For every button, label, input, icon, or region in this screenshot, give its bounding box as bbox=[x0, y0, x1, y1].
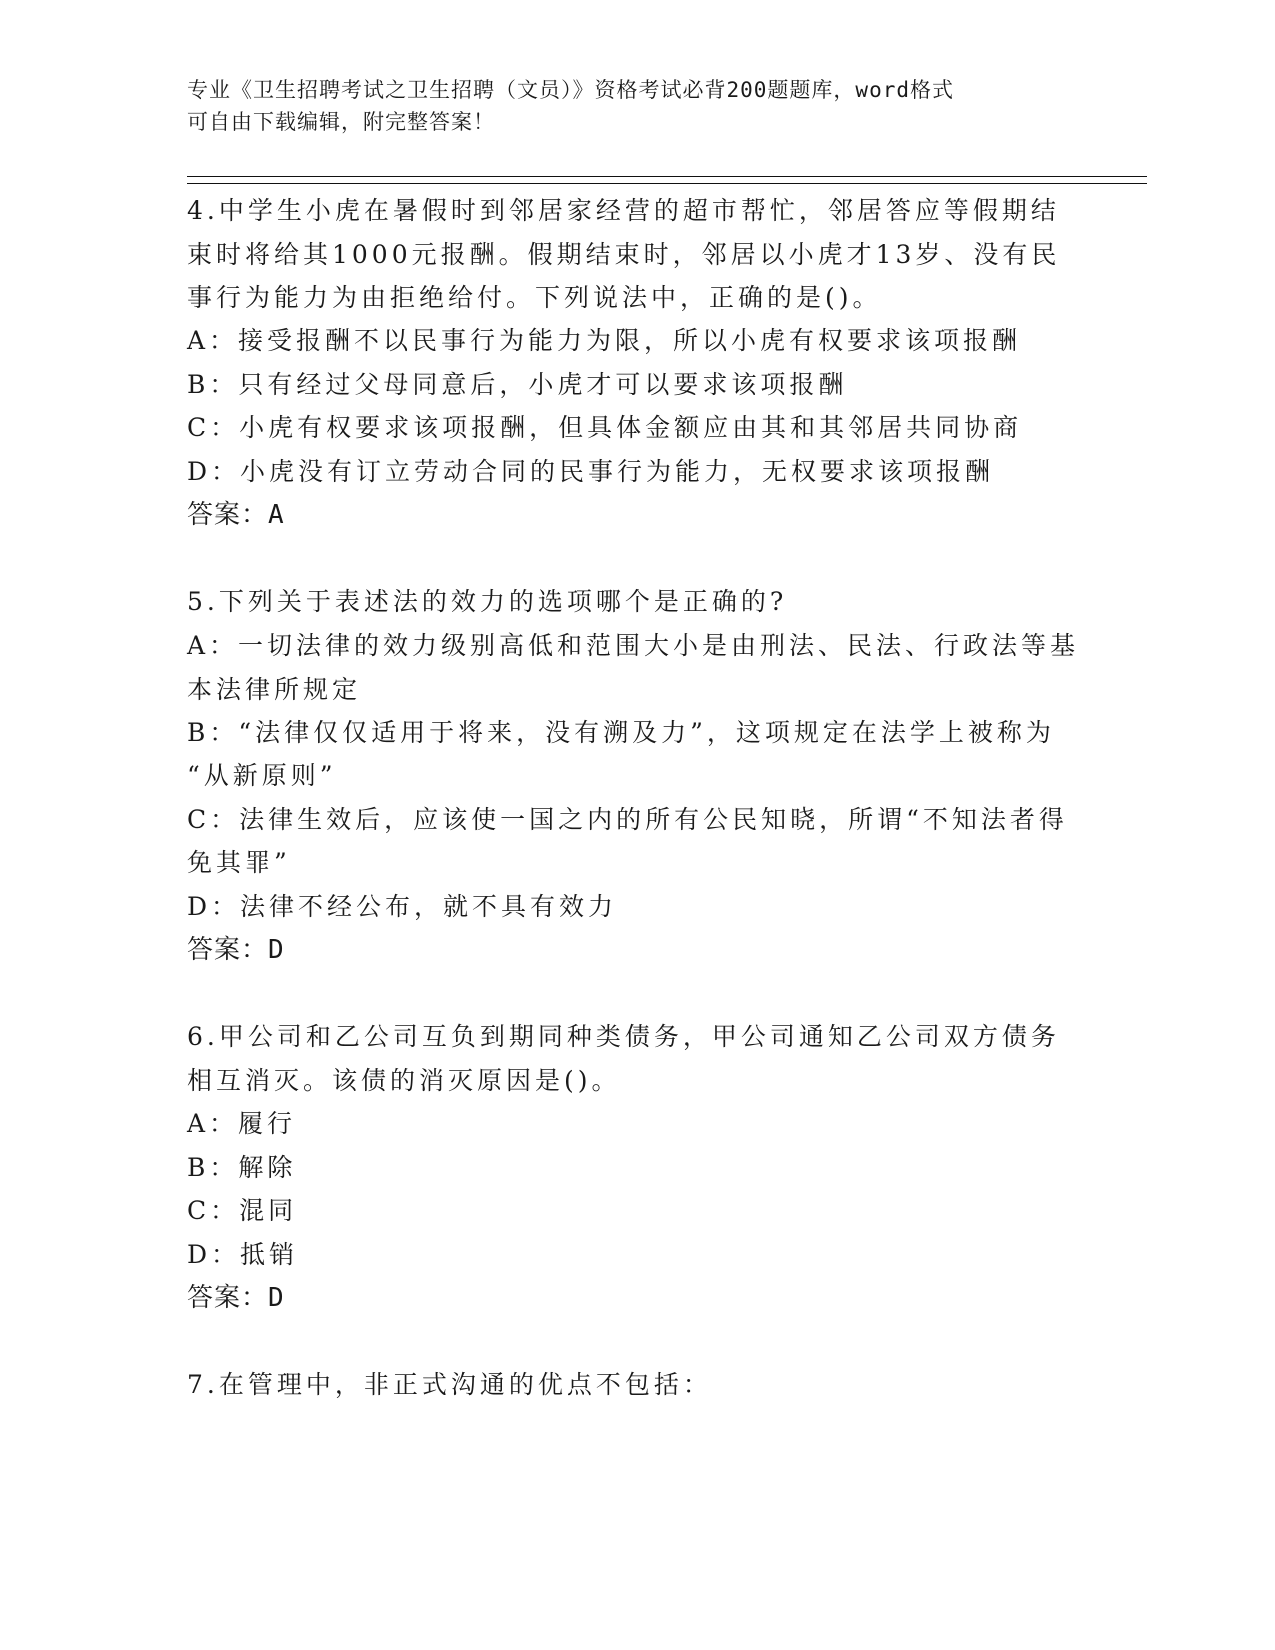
question-4-stem-line-2: 束时将给其1000元报酬。假期结束时，邻居以小虎才13岁、没有民 bbox=[187, 240, 1061, 269]
header-line-2: 可自由下载编辑，附完整答案！ bbox=[187, 110, 495, 134]
question-4-option-b: B：只有经过父母同意后，小虎才可以要求该项报酬 bbox=[187, 370, 848, 399]
question-6-stem-line-1: 6.甲公司和乙公司互负到期同种类债务，甲公司通知乙公司双方债务 bbox=[187, 1022, 1060, 1051]
question-5-option-a-line-1: A：一切法律的效力级别高低和范围大小是由刑法、民法、行政法等基 bbox=[187, 631, 1080, 660]
question-5-option-c-line-2: 免其罪” bbox=[187, 848, 291, 877]
question-4-stem-line-3: 事行为能力为由拒绝给付。下列说法中，正确的是()。 bbox=[187, 283, 882, 312]
question-6-answer: 答案：D bbox=[187, 1283, 285, 1313]
question-5-option-b-line-2: “从新原则” bbox=[187, 761, 337, 790]
question-5-stem-line-1: 5.下列关于表述法的效力的选项哪个是正确的? bbox=[187, 587, 788, 616]
header-divider-top bbox=[187, 176, 1147, 177]
question-7-stem-line-1: 7.在管理中，非正式沟通的优点不包括： bbox=[187, 1370, 712, 1399]
question-4-option-a: A：接受报酬不以民事行为能力为限，所以小虎有权要求该项报酬 bbox=[187, 326, 1022, 355]
question-6-stem-line-2: 相互消灭。该债的消灭原因是()。 bbox=[187, 1066, 621, 1095]
question-6-option-d: D：抵销 bbox=[187, 1240, 299, 1269]
question-5-option-c-line-1: C：法律生效后，应该使一国之内的所有公民知晓，所谓“不知法者得 bbox=[187, 805, 1068, 834]
document-header bbox=[187, 74, 1087, 138]
question-4-option-c: C：小虎有权要求该项报酬，但具体金额应由其和其邻居共同协商 bbox=[187, 413, 1023, 442]
question-5-option-b-line-1: B：“法律仅仅适用于将来，没有溯及力”，这项规定在法学上被称为 bbox=[187, 718, 1055, 747]
question-4-stem-line-1: 4.中学生小虎在暑假时到邻居家经营的超市帮忙，邻居答应等假期结 bbox=[187, 196, 1060, 225]
header-line-1: 专业《卫生招聘考试之卫生招聘（文员）》资格考试必背200题题库，word格式 bbox=[187, 78, 954, 102]
question-6-option-b: B：解除 bbox=[187, 1153, 297, 1182]
question-6-option-a: A：履行 bbox=[187, 1109, 297, 1138]
question-5-option-a-line-2: 本法律所规定 bbox=[187, 675, 362, 704]
header-divider-bottom bbox=[187, 183, 1147, 184]
question-6-option-c: C：混同 bbox=[187, 1196, 298, 1225]
question-5-answer: 答案：D bbox=[187, 935, 285, 965]
question-4-answer: 答案：A bbox=[187, 500, 285, 530]
question-5-option-d: D：法律不经公布，就不具有效力 bbox=[187, 892, 618, 921]
question-4-option-d: D：小虎没有订立劳动合同的民事行为能力，无权要求该项报酬 bbox=[187, 457, 995, 486]
